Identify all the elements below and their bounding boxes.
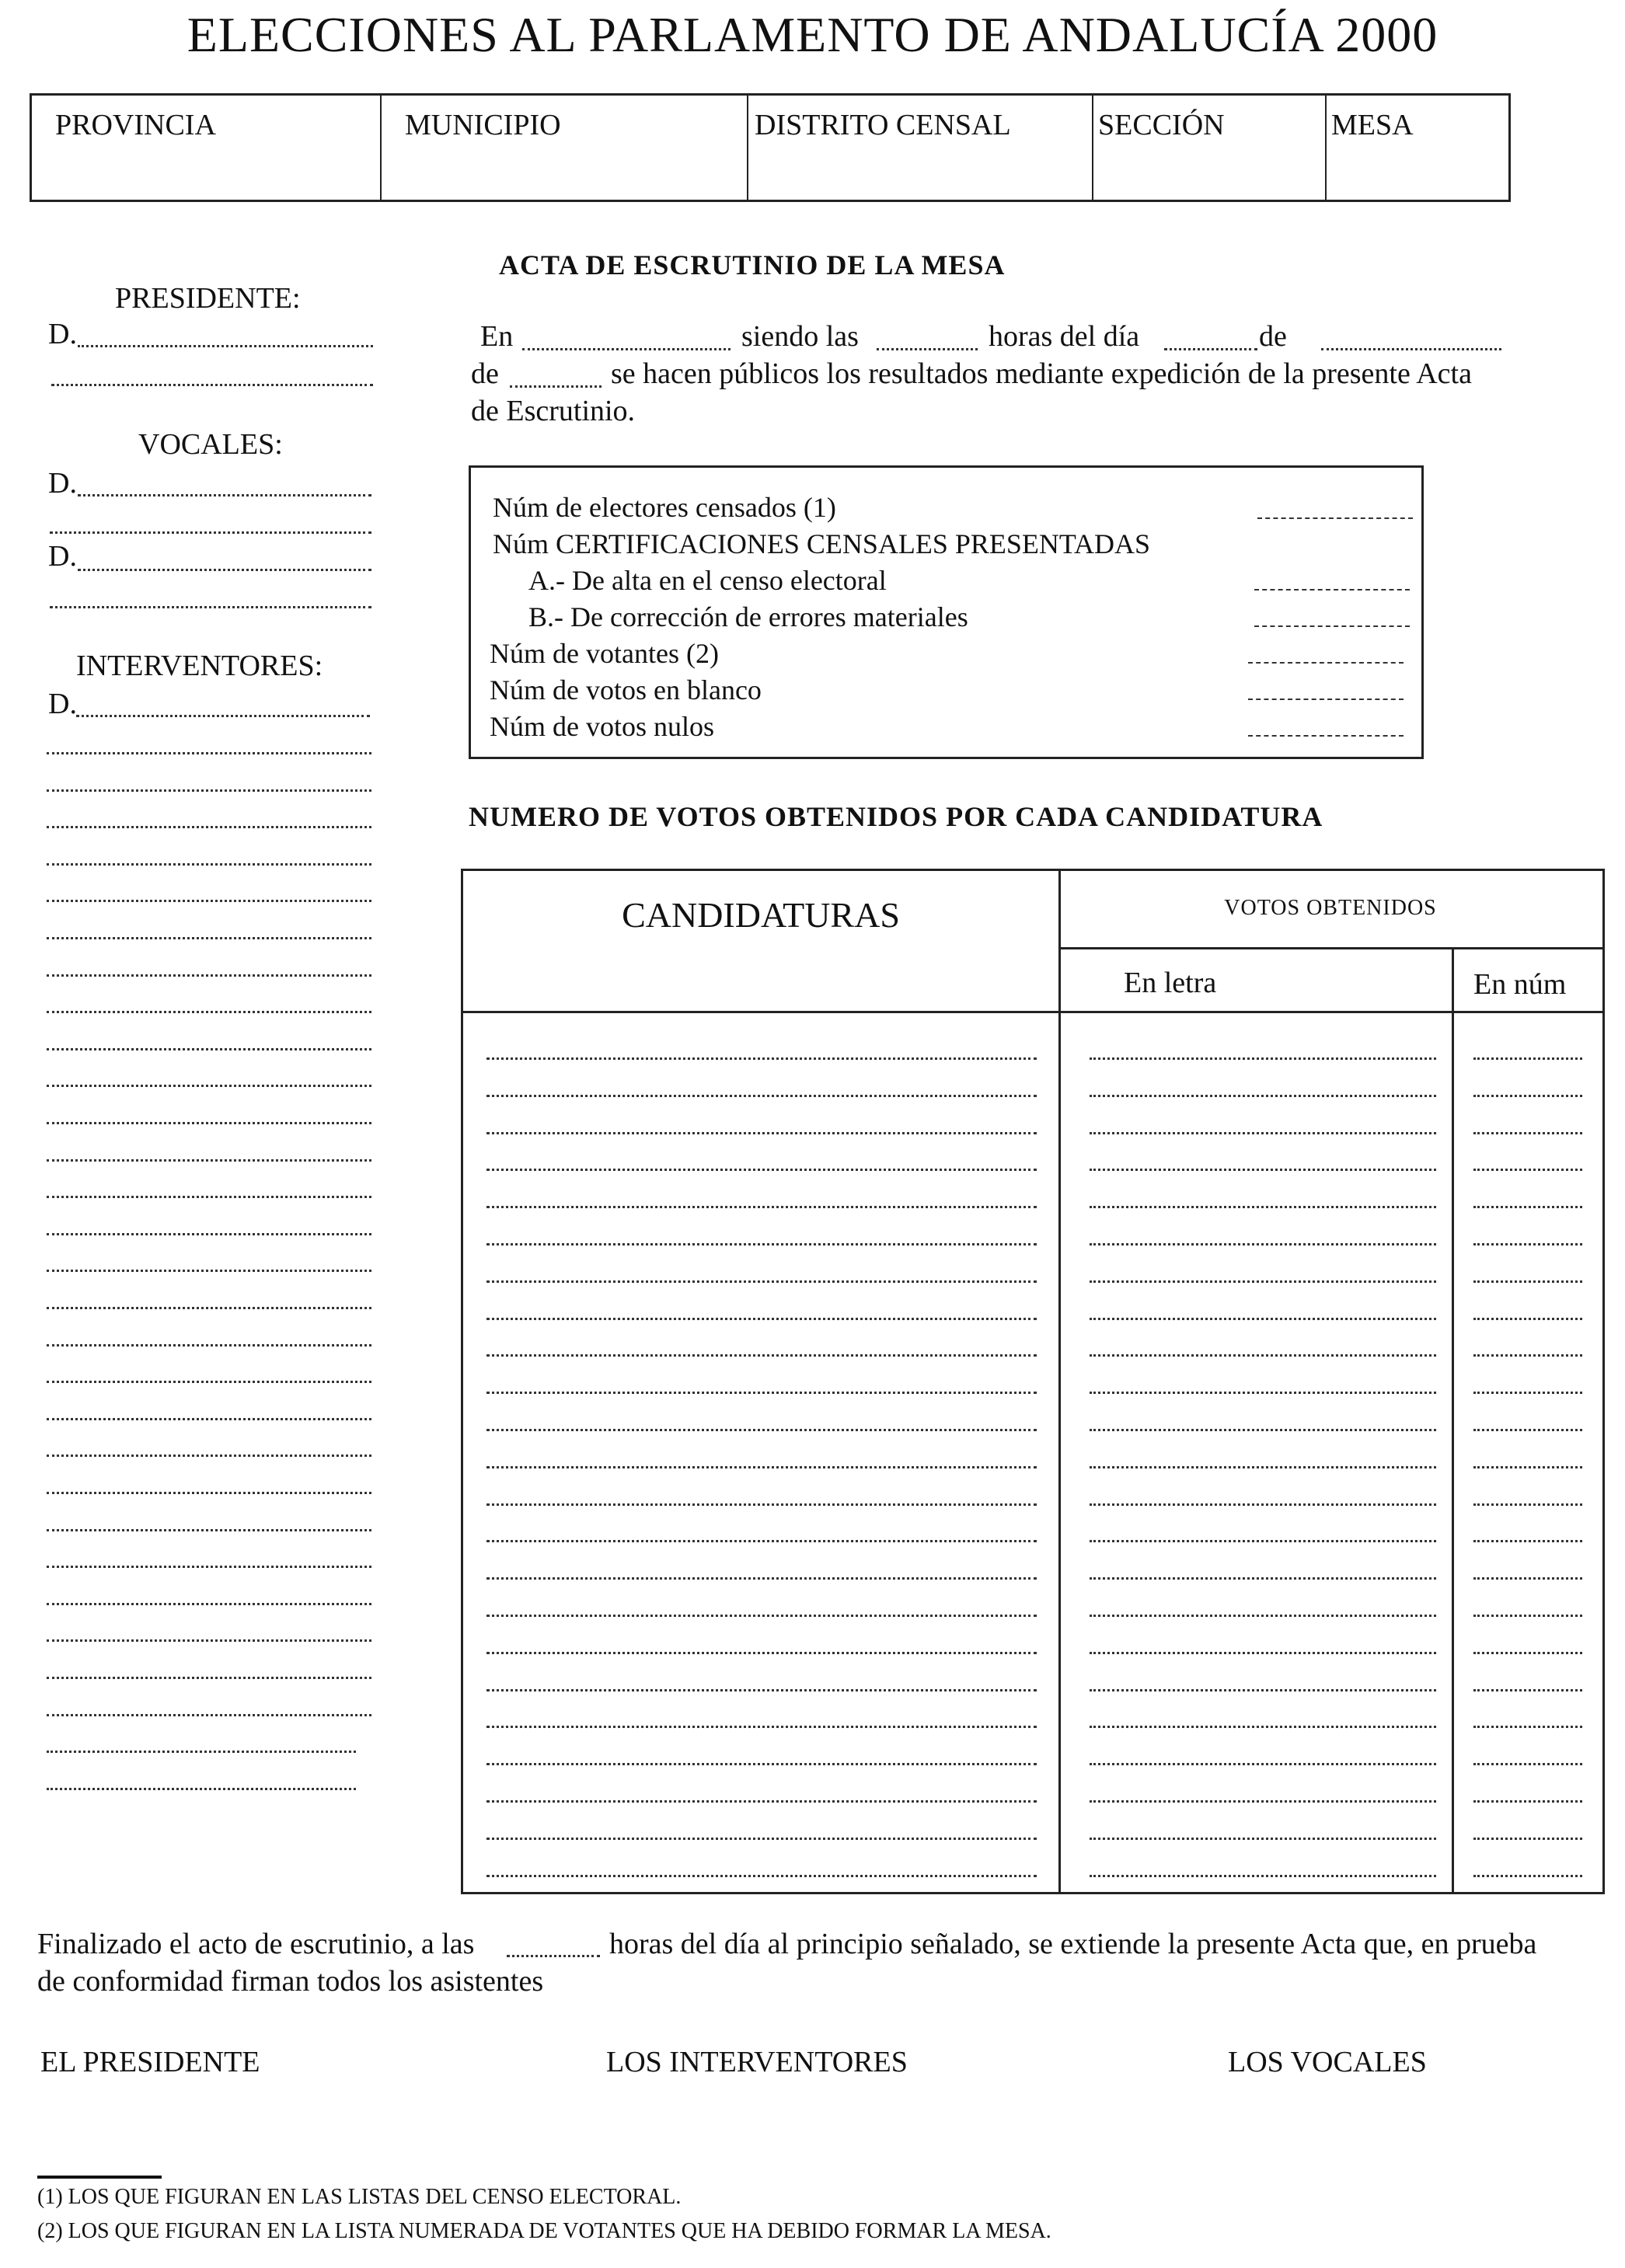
en-letra-blank[interactable] [1090, 1540, 1436, 1542]
candidatura-blank[interactable] [486, 1763, 1037, 1765]
candidatura-blank[interactable] [486, 1318, 1037, 1320]
candidatura-blank[interactable] [486, 1875, 1037, 1877]
blanco-value[interactable] [1248, 699, 1404, 700]
en-num-blank[interactable] [1473, 1132, 1582, 1134]
signature-vocales: LOS VOCALES [1228, 2046, 1427, 2078]
footnote-1: (1) LOS QUE FIGURAN EN LAS LISTAS DEL CENSO ELECTORAL. [37, 2185, 682, 2209]
en-letra-blank[interactable] [1090, 1466, 1436, 1468]
en-num-blank[interactable] [1473, 1095, 1582, 1097]
en-letra-blank[interactable] [1090, 1057, 1436, 1060]
interventor-blank-line[interactable] [47, 1455, 371, 1457]
en-num-blank[interactable] [1473, 1726, 1582, 1728]
acta-siendo-las: siendo las [741, 320, 859, 353]
interventor-blank-line[interactable] [47, 1751, 356, 1753]
en-letra-blank[interactable] [1090, 1280, 1436, 1283]
acta-en-word: En [480, 320, 514, 353]
seccion-field[interactable] [1093, 96, 1327, 200]
electores-value[interactable] [1257, 517, 1413, 519]
acta-mes-blank[interactable] [1321, 348, 1501, 350]
en-num-blank[interactable] [1473, 1875, 1582, 1877]
acta-line-2-prefix: de [471, 357, 499, 390]
candidatura-blank[interactable] [486, 1540, 1037, 1542]
interventor-blank-line[interactable] [47, 1566, 371, 1568]
interventor-blank-line[interactable] [47, 1603, 371, 1605]
candidatura-blank[interactable] [486, 1503, 1037, 1506]
candidatura-blank[interactable] [486, 1615, 1037, 1617]
vocal-2-name-line-2[interactable] [50, 606, 371, 608]
interventor-blank-line[interactable] [47, 1270, 371, 1272]
interventor-blank-line[interactable] [47, 1529, 371, 1531]
interventor-blank-line[interactable] [47, 789, 371, 792]
en-letra-blank[interactable] [1090, 1577, 1436, 1580]
footnote-2: (2) LOS QUE FIGURAN EN LA LISTA NUMERADA DE VOTANTES QUE HA DEBIDO FORMAR LA MESA. [37, 2219, 1051, 2243]
interventor-blank-line[interactable] [47, 1344, 371, 1347]
closing-line-2: de conformidad firman todos los asistentes [37, 1965, 544, 1998]
interventor-blank-line[interactable] [47, 1788, 356, 1790]
interventor-blank-line[interactable] [47, 1307, 371, 1309]
alta-value[interactable] [1254, 589, 1410, 591]
en-letra-blank[interactable] [1090, 1354, 1436, 1357]
en-num-blank[interactable] [1473, 1800, 1582, 1803]
acta-line-2: se hacen públicos los resultados mediante expedición de la presente Acta [611, 357, 1472, 390]
acta-dia-blank[interactable] [1164, 348, 1257, 350]
en-num-blank[interactable] [1473, 1503, 1582, 1506]
vocal-1-name-line-2[interactable] [50, 531, 371, 534]
provincia-label: PROVINCIA [55, 109, 216, 141]
interventor-blank-line[interactable] [47, 1492, 371, 1494]
interventor-name-line[interactable] [76, 715, 370, 717]
en-letra-blank[interactable] [1090, 1615, 1436, 1617]
seccion-label: SECCIÓN [1098, 109, 1225, 141]
en-num-blank[interactable] [1473, 1057, 1582, 1060]
header-bottom-rule [463, 1011, 1602, 1013]
candidatura-blank[interactable] [486, 1392, 1037, 1394]
interventor-blank-line[interactable] [47, 1714, 371, 1716]
en-num-blank[interactable] [1473, 1615, 1582, 1617]
interventor-blank-line[interactable] [47, 1011, 371, 1013]
municipio-field[interactable] [382, 96, 748, 200]
en-letra-blank[interactable] [1090, 1095, 1436, 1097]
candidatura-blank[interactable] [486, 1726, 1037, 1728]
votos-obtenidos-header: VOTOS OBTENIDOS [1224, 896, 1437, 920]
en-num-blank[interactable] [1473, 1763, 1582, 1765]
acta-anio-blank[interactable] [510, 385, 602, 388]
nulos-label: Núm de votos nulos [490, 711, 715, 742]
candidatura-blank[interactable] [486, 1206, 1037, 1208]
closing-hora-blank[interactable] [507, 1955, 600, 1957]
alta-label: A.- De alta en el censo electoral [528, 565, 887, 596]
interventor-blank-line[interactable] [47, 1639, 371, 1642]
document-title: ELECCIONES AL PARLAMENTO DE ANDALUCÍA 2000 [187, 7, 1438, 62]
blanco-label: Núm de votos en blanco [490, 674, 762, 705]
candidatura-blank[interactable] [486, 1429, 1037, 1431]
interventor-blank-line[interactable] [47, 1196, 371, 1198]
en-num-blank[interactable] [1473, 1689, 1582, 1691]
candidatura-blank[interactable] [486, 1095, 1037, 1097]
interventor-blank-line[interactable] [47, 752, 371, 754]
interventor-blank-line[interactable] [47, 900, 371, 902]
interventor-blank-line[interactable] [47, 1048, 371, 1050]
interventores-label: INTERVENTORES: [76, 650, 323, 682]
candidatura-blank[interactable] [486, 1280, 1037, 1283]
en-num-blank[interactable] [1473, 1838, 1582, 1840]
closing-text-b: horas del día al principio señalado, se extiende la presente Acta que, en prueba [609, 1928, 1537, 1960]
interventor-blank-line[interactable] [47, 937, 371, 939]
presidente-d-prefix: D. [48, 318, 77, 350]
mesa-label: MESA [1331, 109, 1414, 141]
en-num-blank[interactable] [1473, 1354, 1582, 1357]
en-num-blank[interactable] [1473, 1392, 1582, 1394]
vocal-1-d-prefix: D. [48, 467, 77, 500]
en-num-header: En núm [1473, 968, 1567, 1001]
en-letra-blank[interactable] [1090, 1392, 1436, 1394]
interventor-blank-line[interactable] [47, 1159, 371, 1162]
candidatura-blank[interactable] [486, 1169, 1037, 1171]
interventor-blank-line[interactable] [47, 1381, 371, 1383]
en-num-blank[interactable] [1473, 1243, 1582, 1245]
provincia-field[interactable] [32, 96, 382, 200]
candidatura-blank[interactable] [486, 1243, 1037, 1245]
en-letra-blank[interactable] [1090, 1689, 1436, 1691]
candidatura-blank[interactable] [486, 1354, 1037, 1357]
en-letra-blank[interactable] [1090, 1243, 1436, 1245]
en-letra-blank[interactable] [1090, 1726, 1436, 1728]
acta-horas-del-dia: horas del día [989, 320, 1140, 353]
en-letra-blank[interactable] [1090, 1763, 1436, 1765]
en-num-blank[interactable] [1473, 1652, 1582, 1654]
votos-heading: NUMERO DE VOTOS OBTENIDOS POR CADA CANDIDATURA [469, 801, 1323, 832]
candidaturas-header: CANDIDATURAS [622, 895, 900, 935]
candidatura-blank[interactable] [486, 1838, 1037, 1840]
electores-label: Núm de electores censados (1) [493, 492, 836, 523]
distrito-censal-field[interactable] [748, 96, 1093, 200]
acta-line-3: de Escrutinio. [471, 395, 636, 427]
en-letra-blank[interactable] [1090, 1875, 1436, 1877]
interventor-blank-line[interactable] [47, 1122, 371, 1124]
en-num-blank[interactable] [1473, 1466, 1582, 1468]
counts-box [469, 465, 1424, 759]
signature-interventores: LOS INTERVENTORES [606, 2046, 908, 2078]
en-num-blank[interactable] [1473, 1280, 1582, 1283]
presidente-name-line-2[interactable] [51, 384, 373, 386]
vocal-2-d-prefix: D. [48, 540, 77, 573]
en-num-blank[interactable] [1473, 1318, 1582, 1320]
en-letra-blank[interactable] [1090, 1503, 1436, 1506]
interventor-blank-line[interactable] [47, 826, 371, 828]
vocal-2-name-line[interactable] [78, 569, 371, 571]
vocal-1-name-line[interactable] [78, 494, 371, 496]
votantes-value[interactable] [1248, 662, 1404, 664]
candidatura-blank[interactable] [486, 1652, 1037, 1654]
acta-de-word: de [1259, 320, 1287, 353]
interventor-blank-line[interactable] [47, 863, 371, 866]
nulos-value[interactable] [1248, 735, 1404, 737]
en-letra-blank[interactable] [1090, 1169, 1436, 1171]
interventor-blank-line[interactable] [47, 1418, 371, 1420]
en-letra-blank[interactable] [1090, 1838, 1436, 1840]
interventor-blank-line[interactable] [47, 1233, 371, 1235]
col-divider-2 [1452, 949, 1454, 1892]
en-letra-blank[interactable] [1090, 1132, 1436, 1134]
location-header-table [30, 93, 1511, 202]
vocales-label: VOCALES: [138, 428, 283, 461]
correccion-label: B.- De corrección de errores materiales [528, 601, 968, 632]
candidatura-blank[interactable] [486, 1466, 1037, 1468]
en-letra-blank[interactable] [1090, 1206, 1436, 1208]
en-num-blank[interactable] [1473, 1540, 1582, 1542]
closing-text-a: Finalizado el acto de escrutinio, a las [37, 1928, 475, 1960]
en-num-blank[interactable] [1473, 1429, 1582, 1431]
mesa-field[interactable] [1327, 96, 1508, 200]
candidatura-blank[interactable] [486, 1689, 1037, 1691]
closing-line-1 [37, 1925, 474, 1963]
en-num-blank[interactable] [1473, 1169, 1582, 1171]
correccion-value[interactable] [1254, 625, 1410, 627]
en-num-blank[interactable] [1473, 1577, 1582, 1580]
presidente-label: PRESIDENTE: [115, 282, 301, 315]
en-letra-blank[interactable] [1090, 1429, 1436, 1431]
candidatura-blank[interactable] [486, 1800, 1037, 1803]
en-letra-blank[interactable] [1090, 1652, 1436, 1654]
interventor-d-prefix: D. [48, 688, 77, 720]
col-divider-1 [1058, 871, 1061, 1892]
municipio-label: MUNICIPIO [405, 109, 561, 141]
footnote-rule [37, 2176, 162, 2179]
en-letra-header: En letra [1124, 967, 1217, 999]
distrito-censal-label: DISTRITO CENSAL [755, 109, 1011, 141]
acta-lugar-blank[interactable] [522, 348, 731, 350]
candidatura-blank[interactable] [486, 1132, 1037, 1134]
votos-subheader-rule [1058, 947, 1602, 949]
candidaturas-table [461, 869, 1605, 1894]
certificaciones-label: Núm CERTIFICACIONES CENSALES PRESENTADAS [493, 528, 1151, 559]
acta-heading: ACTA DE ESCRUTINIO DE LA MESA [499, 249, 1006, 280]
interventor-blank-line[interactable] [47, 1085, 371, 1087]
interventor-blank-line[interactable] [47, 1677, 371, 1679]
en-letra-blank[interactable] [1090, 1800, 1436, 1803]
acta-hora-blank[interactable] [877, 348, 978, 350]
en-letra-blank[interactable] [1090, 1318, 1436, 1320]
interventor-blank-line[interactable] [47, 974, 371, 977]
candidatura-blank[interactable] [486, 1057, 1037, 1060]
votantes-label: Núm de votantes (2) [490, 638, 719, 669]
acta-line-1 [480, 319, 513, 354]
signature-presidente: EL PRESIDENTE [40, 2046, 260, 2078]
presidente-name-line[interactable] [78, 345, 373, 347]
en-num-blank[interactable] [1473, 1206, 1582, 1208]
candidatura-blank[interactable] [486, 1577, 1037, 1580]
